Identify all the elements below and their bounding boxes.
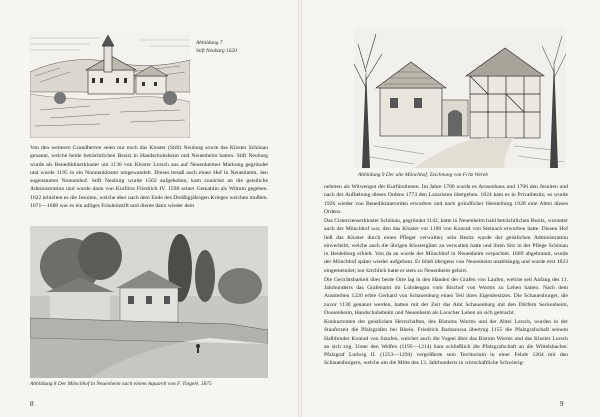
right-body-text bbox=[324, 183, 568, 368]
figure-9-caption: Abbildung 9 Der alte Mönchhof, Zeichnung von Fritz Wereb bbox=[358, 172, 489, 178]
figure-9-old-monchhof-drawing bbox=[354, 28, 566, 168]
left-body-text bbox=[30, 144, 268, 210]
right-paragraph: nehmen als Witwengut der Kurfürstinnen. Im Jahre 1700 wurde es Arnsenhaus und 1706 den Jesuiten und nach der Aufhebung dieses Ordens 1773 den Lazaristen übergeben. 1824 kam es in Privatbesitz; es wurde 1926 wieder von Benediktinerorden erworben und nach gründlicher Herstellung 1928 eine Abtei dieses Ordens. bbox=[324, 184, 568, 215]
figure-7-stift-neuburg-drawing bbox=[30, 32, 190, 138]
right-paragraph: Das Cistercienserkloster Schönau, gegründet 1142, hatte in Neuenheim bald beträchtlichen Besitz, worunter auch der Mönchhof war, den das Kloster vor 1180 von Konrad von Steinach erworben hatte. Diesen Hof ließ das Kloster durch einen Pfleger verwalten; sein Besitz wurde der geistlichen Administration einverleibt, welche auch die übrigen Klostergüter zu verwalten hatte und ihren Sitz in der Pflege Schönau in Heidelberg erhielt. Von da an wurde der Mönchhof in Neuenheim verpachtet. 1689 abgebrannt, wurde der Mönchhof später wieder aufgebaut. Er blieb übrigens von Neuenheim unabhängig und wurde erst 1823 eingemeindet; nur kirchlich hatte er stets zu Neuenheim gehört. bbox=[324, 218, 568, 274]
right-paragraph: Konkurrenten der geistlichen Herrschaften, des Bistums Worms und der Abtei Lorsch, wurden in der Stauferzeit die Pfalzgrafen bei Rhein. Friedrich Barbarossa übertrug 1155 die Pfalzgrafschaft seinem Halbbruder Konrad von Staufen, welcher auch die Vogtei über das Bistum Worms und das Kloster Lorsch an sich zog. Unter den Welfen (1195—1214) kam schließlich die Pfalzgrafschaft an die Wittelsbacher. Pfalzgraf Ludwig II. (1253—1294) vergrößerte sein Territorium in einer Fehde 1264 mit den Schauenburgern, welche um die Mitte des 13. Jahrhunderts in wirtschaftliche Schwierig- bbox=[324, 319, 568, 367]
figure-8-monchhof-watercolor bbox=[30, 226, 268, 378]
left-paragraph: Von den weiteren Grundherren seien nur noch das Kloster (Stift) Neuburg sowie das Kloster Schönau genannt, welche beide beträchtlichen Besitz in Handschuhsheim und Neuenheim hatten. Stift Neuburg wurde als Benediktinerkloster um 1130 von Kloster Lorsch aus auf Neuenheimer Markung gegründet und wurde 1195 in ein Nonnenkloster umgewandelt. Dieses besaß auch einen Hof in Neuenheim, den sogenannten Nonnenhof. Stift Neuburg wurde 1562 aufgehoben, kam zunächst an die geistliche Administration und wurde dann von Kurfürst Friedrich IV. 1598 seiner Gemahlin als Wittum gegeben. 1622 erhielten es die Jesuiten, welche aber nach dem Ende des Dreißigjährigen Krieges weichen mußten. 1671—1680 war es ein adliges Fräuleinstift und diente dann wieder dem bbox=[30, 145, 268, 209]
page-number-right: 9 bbox=[560, 400, 564, 408]
page-number-left: 8 bbox=[30, 400, 34, 408]
right-paragraph: Die Gerichtsbarkeit über beide Orte lag in den Händen der Grafen von Laufen, welche seit Anfang des 11. Jahrhunderts das Grafenamt im Lobdengau vom Bischof von Worms zu Lehen hatten. Nach dem Aussterben 1220 erbte Gerhard von Schauenburg einen Teil ihres Eigenbesitzes. Die Schauenburger, die zuvor 1130 genannt werden, hatten mit der Zeit das Amt Schauenburg mit den Dörfern Seckenheim, Dossenheim, Handschuhsheim und Neuenheim als Lorscher Lehen an sich gebracht. bbox=[324, 276, 568, 316]
right-page bbox=[302, 0, 600, 417]
figure-7-caption: Stift Neuburg 1620 bbox=[196, 48, 237, 54]
figure-7-label: Abbildung 7 bbox=[196, 40, 223, 46]
figure-8-caption: Abbildung 8 Der Mönchhof in Neuenheim nach einem Aquarell von F. Tingelé, 1875 bbox=[30, 381, 212, 387]
left-page bbox=[0, 0, 298, 417]
